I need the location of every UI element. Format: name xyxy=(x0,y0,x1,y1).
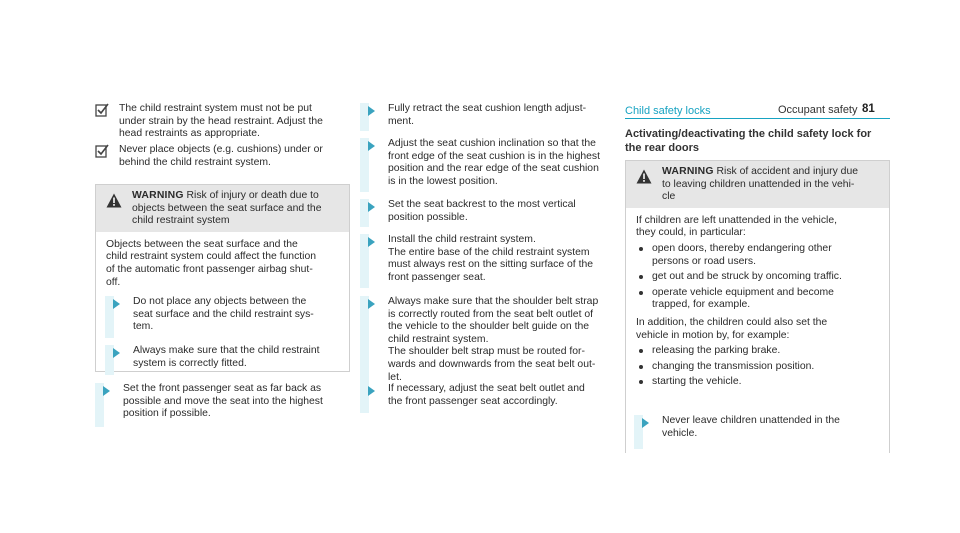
text-line: let. xyxy=(388,371,402,383)
list-item xyxy=(636,345,879,358)
text-line: Adjust the seat cushion inclination so that the xyxy=(388,138,596,149)
check-item xyxy=(95,103,353,141)
warning-header xyxy=(626,161,889,208)
step-arrow-icon xyxy=(113,299,120,309)
step-item xyxy=(360,138,620,192)
text-line: must always rest on the sitting surface of the xyxy=(388,259,594,271)
section-divider xyxy=(625,118,890,119)
text-line: In addition, the children could also set the xyxy=(636,316,828,328)
text-line: If necessary, adjust the seat belt outlet and xyxy=(388,383,585,394)
list-item xyxy=(636,361,879,374)
step-arrow-icon xyxy=(368,106,375,116)
subsection-title xyxy=(625,128,890,155)
text-line: open doors, thereby endangering other xyxy=(652,242,832,254)
text-line: Always make sure that the child restraint xyxy=(133,345,320,356)
list-item xyxy=(636,243,879,268)
text-line: system is correctly fitted. xyxy=(133,357,247,369)
text-line: they could, in particular: xyxy=(636,227,746,239)
text-line: the vehicle to the shoulder belt guide on the xyxy=(388,321,590,333)
text-line: head restraints as appropriate. xyxy=(119,128,260,140)
text-line: ment. xyxy=(388,115,414,127)
text-line: Always make sure that the shoulder belt strap xyxy=(388,296,599,307)
warning-body xyxy=(626,208,889,398)
page-header-title: Occupant safety xyxy=(778,104,858,116)
text-line: Risk of accident and injury due xyxy=(713,166,859,177)
text-line: changing the transmission position. xyxy=(652,360,815,372)
step-item xyxy=(105,345,345,375)
text-line: under strain by the head restraint. Adjust the xyxy=(119,115,323,127)
text-line: is in the lowest position. xyxy=(388,175,498,187)
step-item xyxy=(360,103,620,131)
text-line: the front passenger seat accordingly. xyxy=(388,395,558,407)
text-line: Fully retract the seat cushion length adjust- xyxy=(388,103,587,114)
text-line: of the automatic front passenger airbag shut- xyxy=(106,263,313,275)
text-line: off. xyxy=(106,276,121,288)
list-item xyxy=(636,287,879,312)
section-title: Child safety locks xyxy=(625,105,711,117)
step-arrow-icon xyxy=(103,386,110,396)
step-item xyxy=(360,383,620,413)
step-arrow-icon xyxy=(368,202,375,212)
text-line: position if possible. xyxy=(123,408,211,420)
check-box-icon xyxy=(95,144,109,158)
warning-label: WARNING xyxy=(662,166,714,177)
warning-box xyxy=(625,160,890,453)
list-item xyxy=(636,376,879,389)
text-line: If children are left unattended in the vehicle, xyxy=(636,214,838,226)
text-line: position possible. xyxy=(388,211,468,223)
text-line: Set the front passenger seat as far back as xyxy=(123,383,322,394)
step-item xyxy=(105,296,345,338)
warning-label: WARNING xyxy=(132,190,184,201)
text-line: the rear doors xyxy=(625,141,699,154)
page-number: 81 xyxy=(862,103,875,115)
check-box-icon xyxy=(95,103,109,117)
text-line: child restraint system could affect the function xyxy=(106,251,317,263)
step-arrow-icon xyxy=(113,348,120,358)
list-item xyxy=(636,271,879,284)
text-line: persons or road users. xyxy=(652,255,756,267)
step-item xyxy=(360,296,620,386)
text-line: The shoulder belt strap must be routed for- xyxy=(388,346,585,358)
text-line: Objects between the seat surface and the xyxy=(106,238,298,250)
step-arrow-icon xyxy=(642,418,649,428)
warning-triangle-icon xyxy=(636,169,652,184)
text-line: to leaving children unattended in the vehi- xyxy=(662,178,855,190)
check-item xyxy=(95,144,353,169)
text-line: operate vehicle equipment and become xyxy=(652,286,834,298)
warning-header xyxy=(96,185,349,232)
step-arrow-icon xyxy=(368,299,375,309)
step-arrow-icon xyxy=(368,386,375,396)
text-line: tem. xyxy=(133,321,154,333)
text-line: Never leave children unattended in the xyxy=(662,415,840,426)
text-line: Activating/deactivating the child safety lock for xyxy=(625,128,872,140)
text-line: child restraint system xyxy=(132,215,230,227)
text-line: Set the seat backrest to the most vertical xyxy=(388,199,576,210)
text-line: Never place objects (e.g. cushions) under or xyxy=(119,144,323,155)
text-line: child restraint system. xyxy=(388,333,489,345)
text-line: front passenger seat. xyxy=(388,271,486,283)
text-line: Install the child restraint system. xyxy=(388,234,536,245)
text-line: Risk of injury or death due to xyxy=(183,190,319,201)
text-line: front edge of the seat cushion is in the highest xyxy=(388,150,600,162)
step-bar xyxy=(360,296,369,386)
text-line: The entire base of the child restraint system xyxy=(388,246,590,258)
step-item xyxy=(95,383,355,427)
warning-triangle-icon xyxy=(106,193,122,208)
text-line: is correctly routed from the seat belt outlet of xyxy=(388,308,594,320)
text-line: Do not place any objects between the xyxy=(133,296,307,307)
step-arrow-icon xyxy=(368,141,375,151)
warning-box xyxy=(95,184,350,372)
step-item xyxy=(360,199,620,227)
step-item xyxy=(634,415,884,449)
text-line: seat surface and the child restraint sys- xyxy=(133,308,314,320)
text-line: starting the vehicle. xyxy=(652,376,742,388)
text-line: get out and be struck by oncoming traffic. xyxy=(652,271,842,283)
step-arrow-icon xyxy=(368,237,375,247)
step-item xyxy=(360,234,620,288)
text-line: The child restraint system must not be put xyxy=(119,103,312,114)
warning-body xyxy=(96,232,349,298)
text-line: possible and move the seat into the highest xyxy=(123,395,323,407)
text-line: vehicle. xyxy=(662,427,698,439)
text-line: position and the rear edge of the seat cushion xyxy=(388,163,599,175)
text-line: trapped, for example. xyxy=(652,299,751,311)
text-line: objects between the seat surface and the xyxy=(132,202,322,214)
text-line: cle xyxy=(662,191,676,203)
text-line: releasing the parking brake. xyxy=(652,345,781,357)
text-line: vehicle in motion by, for example: xyxy=(636,329,790,341)
text-line: behind the child restraint system. xyxy=(119,156,271,168)
text-line: wards and downwards from the seat belt out- xyxy=(388,358,596,370)
